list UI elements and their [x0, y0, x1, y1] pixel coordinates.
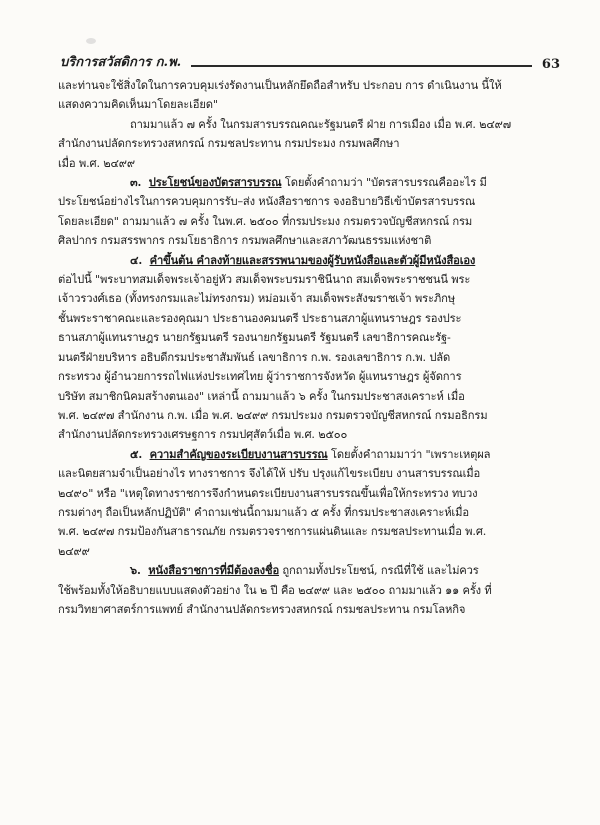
text-line: และนิตยสามจำเป็นอย่างไร ทางราชการ จึงได้ให้ ปรับ ปรุงแก้ไขระเบียบ งานสารบรรณเมื่อ [58, 467, 481, 481]
text-line: เจ้าวรวงศ์เธอ (ทั้งทรงกรมและไม่ทรงกรม) หม่อมเจ้า สมเด็จพระสังฆราชเจ้า พระภิกษุ [58, 292, 455, 306]
section-number: ๕. [130, 446, 143, 461]
paragraph [58, 115, 566, 173]
section-title: หนังสือราชการที่มีต้องลงชื่อ [148, 563, 280, 578]
section-number: ๔. [130, 252, 143, 267]
text-line: ประโยชน์อย่างไรในการควบคุมการรับ–ส่ง หนังสือราชการ จงอธิบายวิธีเข้าบัตรสารบรรณ [58, 195, 476, 209]
heading-continuation: โดยตั้งคำถามว่า "บัตรสารบรรณคืออะไร มี [281, 176, 487, 190]
text-line: ๒๔๙๙ [58, 544, 90, 558]
page-number: 63 [541, 57, 560, 72]
text-line: ศิลปากร กรมสรรพากร กรมโยธาธิการ กรมพลศึกษาและสภาวัฒนธรรมแห่งชาติ [58, 234, 432, 248]
page-header [60, 48, 560, 72]
paragraph [58, 173, 566, 251]
section-heading [58, 561, 566, 580]
section-title: ประโยชน์ของบัตรสารบรรณ [148, 175, 282, 190]
text-line: มนตรีฝ่ายบริหาร อธิบดีกรมประชาสัมพันธ์ เลขาธิการ ก.พ. รองเลขาธิการ ก.พ. ปลัด [58, 350, 451, 364]
running-title: บริการสวัสดิการ ก.พ. [60, 55, 182, 70]
paragraph [58, 76, 566, 115]
text-line: ถามมาแล้ว ๗ ครั้ง ในกรมสารบรรณคณะรัฐมนตรี ฝ่าย การเมือง เมื่อ พ.ศ. ๒๔๙๗ [130, 117, 511, 131]
text-line: ต่อไปนี้ "พระบาทสมเด็จพระเจ้าอยู่หัว สมเด็จพระบรมราชินีนาถ สมเด็จพระราชชนนี พระ [58, 273, 471, 287]
section-number: ๖. [130, 563, 141, 578]
text-line: สำนักงานปลัดกระทรวงเศรษฐการ กรมปศุสัตว์เมื่อ พ.ศ. ๒๕๐๐ [58, 428, 348, 442]
text-line: และท่านจะใช้สิ่งใดในการควบคุมเร่งรัดงานเป็นหลักยึดถือสำหรับ ประกอบ การ ดำเนินงาน นี้ให้ [58, 79, 502, 92]
section-heading [58, 173, 566, 192]
paragraph [58, 445, 566, 561]
section-heading [58, 251, 566, 270]
text-line: เมื่อ พ.ศ. ๒๔๙๙ [58, 156, 135, 170]
text-line: ใช้พร้อมทั้งให้อธิบายแบบแสดงตัวอย่าง ใน ๒ ปี คือ ๒๔๙๙ และ ๒๕๐๐ ถามมาแล้ว ๑๑ ครั้ง ที่ [58, 583, 492, 597]
section-title: คำขึ้นต้น คำลงท้ายและสรรพนามของผู้รับหนังสือและตัวผู้มีหนังสือเอง [149, 252, 476, 267]
text-line: สำนักงานปลัดกระทรวงสหกรณ์ กรมชลประทาน กรมประมง กรมพลศึกษา [58, 137, 400, 151]
text-line: แสดงความคิดเห็นมาโดยละเอียด" [58, 98, 218, 112]
text-line: กรมวิทยาศาสตร์การแพทย์ สำนักงานปลัดกระทรวงสหกรณ์ กรมชลประทาน กรมโลหกิจ [58, 602, 466, 616]
heading-continuation: โดยตั้งคำถามมาว่า "เพราะเหตุผล [327, 447, 491, 461]
header-rule [191, 65, 532, 67]
scan-speck [86, 38, 96, 44]
document-body [58, 76, 566, 619]
text-line: พ.ศ. ๒๔๙๗ สำนักงาน ก.พ. เมื่อ พ.ศ. ๒๔๙๙ กรมประมง กรมตรวจบัญชีสหกรณ์ กรมอธิกรม [58, 408, 488, 422]
heading-continuation: ถูกถามทั้งประโยชน์, กรณีที่ใช้ และไม่ควร [279, 564, 479, 578]
section-number: ๓. [130, 175, 142, 190]
text-line: ธานสภาผู้แทนราษฎร นายกรัฐมนตรี รองนายกรัฐมนตรี รัฐมนตรี เลขาธิการคณะรัฐ- [58, 331, 451, 345]
paragraph [58, 251, 566, 445]
text-line: กรมต่างๆ ถือเป็นหลักปฏิบัติ" คำถามเช่นนี้ถามมาแล้ว ๕ ครั้ง ที่กรมประชาสงเคราะห์เมื่อ [58, 505, 469, 519]
paragraph [58, 561, 566, 619]
section-title: ความสำคัญของระเบียบงานสารบรรณ [149, 446, 328, 461]
section-heading [58, 445, 566, 464]
text-line: บริษัท สมาชิกนิคมสร้างตนเอง" เหล่านี้ ถามมาแล้ว ๖ ครั้ง ในกรมประชาสงเคราะห์ เมื่อ [58, 389, 465, 403]
text-line: ๒๔๙๐" หรือ "เหตุใดทางราชการจึงกำหนดระเบียบงานสารบรรณขึ้นเพื่อให้กระทรวง ทบวง [58, 486, 478, 500]
text-line: โดยละเอียด" ถามมาแล้ว ๗ ครั้ง ในพ.ศ. ๒๕๐๐ ที่กรมประมง กรมตรวจบัญชีสหกรณ์ กรม [58, 214, 473, 228]
text-line: ชั้นพระราชาคณะและรองคุณมา ประธานองคมนตรี ประธานสภาผู้แทนราษฎร รองประ [58, 311, 462, 325]
text-line: กระทรวง ผู้อำนวยการรถไฟแห่งประเทศไทย ผู้ว่าราชการจังหวัด ผู้แทนราษฎร ผู้จัดการ [58, 370, 462, 384]
text-line: พ.ศ. ๒๔๙๗ กรมป้องกันสาธารณภัย กรมตรวจราชการแผ่นดินและ กรมชลประทานเมื่อ พ.ศ. [58, 525, 487, 539]
